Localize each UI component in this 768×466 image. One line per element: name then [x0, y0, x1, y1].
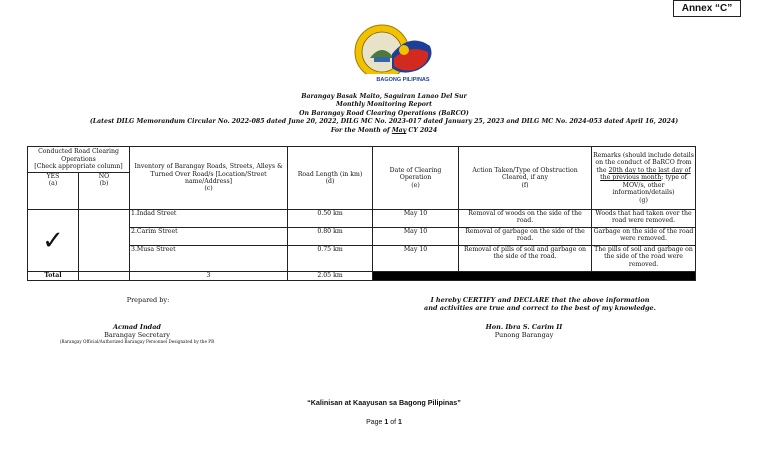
- page-current: 1: [384, 419, 389, 426]
- street-cell: 3.Musa Street: [130, 246, 288, 272]
- col-remarks-header: Remarks (should include details on the conduct of BaRCO from the 20th day to the last day of the previous month; type of MOV/s, other information/details) (g): [592, 147, 696, 210]
- action-cell: Removal of garbage on the side of the road.: [459, 228, 592, 246]
- length-cell: 0.80 km: [288, 228, 373, 246]
- page-total: 1: [398, 419, 402, 426]
- date-cell: May 10: [373, 246, 459, 272]
- certify-name: Hon. Ibra S. Carim II: [485, 323, 563, 331]
- col-action-header: Action Taken/Type of Obstruction Cleared, if any (f): [459, 147, 592, 210]
- street-cell: 1.Indad Street: [130, 210, 288, 228]
- date-cell: May 10: [373, 210, 459, 228]
- motto: “Kalinisan at Kaayusan sa Bagong Pilipinas”: [307, 398, 461, 407]
- header-month: For the Month of May CY 2024: [330, 127, 438, 134]
- total-row: [28, 272, 696, 281]
- yes-checkmark: ✓: [28, 210, 79, 272]
- total-count: 3: [130, 272, 288, 281]
- prepared-by-label: Prepared by:: [126, 296, 170, 304]
- header-barangay: Barangay Basak Maito, Saguiran Lanao Del Sur: [301, 93, 467, 100]
- total-length: 2.05 km: [288, 272, 373, 281]
- prepared-signatory: [37, 323, 237, 344]
- certify-title: Punong Barangay: [494, 331, 554, 339]
- annex-label: Annex “C”: [673, 0, 741, 17]
- col-yes-header: YES (a): [28, 173, 79, 210]
- length-cell: 0.75 km: [288, 246, 373, 272]
- col-date-header: Date of Clearing Operation (e): [373, 147, 459, 210]
- col-inventory-header: Inventory of Barangay Roads, Streets, Alleys & Turned Over Road/s [Location/Street name/Address] (c): [130, 147, 288, 210]
- header-operation: On Barangay Road Clearing Operations (BaRCO): [299, 110, 469, 117]
- action-cell: Removal of woods on the side of the road.: [459, 210, 592, 228]
- header-month-value: May: [391, 127, 407, 134]
- date-cell: May 10: [373, 228, 459, 246]
- length-cell: 0.50 km: [288, 210, 373, 228]
- col-no-header: NO (b): [79, 173, 130, 210]
- street-cell: 2.Carim Street: [130, 228, 288, 246]
- page-indicator: Page 1 of 1: [366, 419, 402, 426]
- prepared-by-block: [88, 296, 208, 304]
- certify-block: [400, 296, 680, 312]
- monitoring-table: [27, 146, 696, 281]
- certify-signatory: [424, 323, 624, 339]
- svg-text:BAGONG PILIPINAS: BAGONG PILIPINAS: [376, 77, 430, 83]
- remarks-cell: Woods that had taken over the road were removed.: [592, 210, 696, 228]
- certify-line2: and activities are true and correct to the best of my knowledge.: [424, 304, 656, 312]
- total-no-cell: [79, 272, 130, 281]
- prepared-name: Acmad Indad: [113, 323, 161, 331]
- header-report-title: Monthly Monitoring Report: [336, 101, 432, 108]
- remarks-cell: Garbage on the side of the road were removed.: [592, 228, 696, 246]
- prepared-note: (Barangay Official/Authorized Barangay Personnel Designated by the PB: [59, 339, 215, 344]
- total-filled-block: [373, 272, 696, 281]
- no-cell: [79, 210, 130, 272]
- total-label: Total: [28, 272, 79, 281]
- barangay-seal-logo: [352, 24, 440, 86]
- col-length-header: Road Length (in km) (d): [288, 147, 373, 210]
- action-cell: Removal of pills of soil and garbage on the side of the road.: [459, 246, 592, 272]
- col-conducted-header: Conducted Road Clearing Operations [Check appropriate column]: [28, 147, 130, 173]
- table-row: [28, 210, 696, 228]
- certify-line1: I hereby CERTIFY and DECLARE that the above information: [430, 296, 650, 304]
- remarks-cell: The pills of soil and garbage on the side of the road were removed.: [592, 246, 696, 272]
- prepared-title: Barangay Secretary: [104, 331, 170, 339]
- header-circulars: (Latest DILG Memorandum Circular No. 2022-085 dated June 20, 2022, DILG MC No. 2023-017 dated January 25, 2023 and DILG MC No. 2024-053 dated April 16, 2024): [89, 118, 679, 125]
